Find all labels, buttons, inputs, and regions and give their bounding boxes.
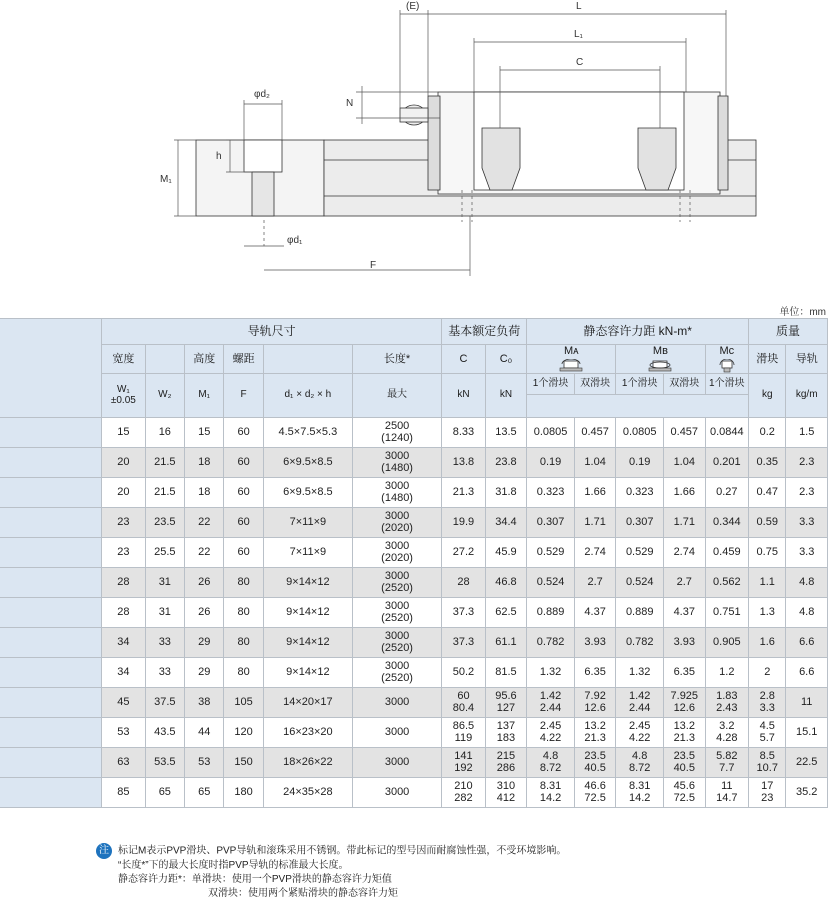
- cell-w1: 53: [102, 717, 146, 747]
- cell-mb2: 6.35: [664, 657, 705, 687]
- header-ma-single: 1个滑块: [527, 373, 575, 394]
- cell-mb2: 3.93: [664, 627, 705, 657]
- header-length: 长度*: [352, 345, 441, 374]
- cell-c0: 61.1: [485, 627, 526, 657]
- cell-c: 13.8: [442, 447, 486, 477]
- header-ma-double: 双滑块: [574, 373, 615, 394]
- cell-kgm: 3.3: [786, 537, 828, 567]
- cell-f: 60: [224, 477, 263, 507]
- cell-ma1: 0.529: [527, 537, 575, 567]
- cell-mb2: 2.7: [664, 567, 705, 597]
- cell-w2: 37.5: [145, 687, 184, 717]
- cell-kgm: 6.6: [786, 657, 828, 687]
- group-static-moment: 静态容许力距 kN-m*: [527, 319, 749, 345]
- cell-kgm: 35.2: [786, 777, 828, 807]
- cell-f: 120: [224, 717, 263, 747]
- table-row: [0, 747, 828, 777]
- cell-m1: 26: [185, 597, 224, 627]
- cell-len: 3000: [352, 777, 441, 807]
- cell-w2: 31: [145, 597, 184, 627]
- cell-kg: 8.5 10.7: [749, 747, 786, 777]
- note-text-1: 标记M表示PVP滑块、PVP导轨和滚珠采用不锈钢。带此标记的型号因而耐腐蚀性强，不受环境影响。: [118, 845, 567, 857]
- cell-f: 60: [224, 537, 263, 567]
- cell-f: 60: [224, 447, 263, 477]
- cell-w2: 21.5: [145, 447, 184, 477]
- label-f: F: [370, 260, 377, 271]
- header-c: C: [442, 345, 486, 374]
- cell-ma2: 46.6 72.5: [574, 777, 615, 807]
- header-width: 宽度: [102, 345, 146, 374]
- cell-d: 7×11×9: [263, 537, 352, 567]
- cell-c0: 31.8: [485, 477, 526, 507]
- cell-m1: 22: [185, 507, 224, 537]
- cell-kgm: 1.5: [786, 417, 828, 447]
- cell-mb1: 1.32: [616, 657, 664, 687]
- bolt-hole: [252, 172, 274, 216]
- cell-w2: 33: [145, 657, 184, 687]
- row-side-cell: [0, 687, 102, 717]
- cell-f: 60: [224, 507, 263, 537]
- cell-d: 9×14×12: [263, 657, 352, 687]
- cell-mb2: 4.37: [664, 597, 705, 627]
- cell-kgm: 11: [786, 687, 828, 717]
- cell-ma1: 0.19: [527, 447, 575, 477]
- cell-ma2: 2.7: [574, 567, 615, 597]
- cell-mb2: 45.6 72.5: [664, 777, 705, 807]
- header-m1: M₁: [185, 373, 224, 417]
- header-c0-unit: kN: [485, 373, 526, 417]
- cell-f: 180: [224, 777, 263, 807]
- cell-mb1: 0.0805: [616, 417, 664, 447]
- header-d: d₁ × d₂ × h: [263, 373, 352, 417]
- cell-len: 3000: [352, 747, 441, 777]
- cell-c: 86.5 119: [442, 717, 486, 747]
- cell-kg: 1.3: [749, 597, 786, 627]
- cell-m1: 29: [185, 627, 224, 657]
- cell-c0: 137 183: [485, 717, 526, 747]
- cell-ma2: 0.457: [574, 417, 615, 447]
- row-side-cell: [0, 717, 102, 747]
- row-side-cell: [0, 507, 102, 537]
- cell-ma1: 4.8 8.72: [527, 747, 575, 777]
- cell-kg: 4.5 5.7: [749, 717, 786, 747]
- label-d1: φd₁: [287, 235, 303, 246]
- cell-c0: 215 286: [485, 747, 526, 777]
- cell-mc: 0.344: [705, 507, 749, 537]
- note-line-2: “长度*”下的最大长度时指PVP导轨的标准最大长度。: [118, 860, 349, 871]
- label-m1: M₁: [160, 174, 172, 185]
- row-side-cell: [0, 447, 102, 477]
- group-rail-dims: 导轨尺寸: [102, 319, 442, 345]
- table-side-header: [0, 319, 102, 418]
- mb-moment-icon: [647, 359, 673, 373]
- cell-c: 21.3: [442, 477, 486, 507]
- cell-mb1: 0.524: [616, 567, 664, 597]
- cell-kgm: 6.6: [786, 627, 828, 657]
- cell-mb1: 8.31 14.2: [616, 777, 664, 807]
- cell-kg: 2.8 3.3: [749, 687, 786, 717]
- row-side-cell: [0, 417, 102, 447]
- header-ma: Mᴀ: [527, 345, 616, 374]
- cell-kg: 17 23: [749, 777, 786, 807]
- table-row: [0, 687, 828, 717]
- row-side-cell: [0, 537, 102, 567]
- table-row: [0, 417, 828, 447]
- cell-m1: 29: [185, 657, 224, 687]
- label-c: C: [576, 57, 584, 68]
- cell-w1: 15: [102, 417, 146, 447]
- cell-kg: 0.75: [749, 537, 786, 567]
- cell-kgm: 22.5: [786, 747, 828, 777]
- cell-c: 28: [442, 567, 486, 597]
- row-side-cell: [0, 627, 102, 657]
- notes: [96, 843, 566, 901]
- cell-m1: 15: [185, 417, 224, 447]
- cell-w1: 23: [102, 537, 146, 567]
- label-e: (E): [406, 1, 420, 12]
- table-row: [0, 627, 828, 657]
- cell-w2: 21.5: [145, 477, 184, 507]
- cell-mb2: 1.04: [664, 447, 705, 477]
- label-h: h: [216, 151, 222, 162]
- header-height: 高度: [185, 345, 224, 374]
- cell-w2: 33: [145, 627, 184, 657]
- table-row: [0, 717, 828, 747]
- cell-w1: 28: [102, 597, 146, 627]
- cell-c: 37.3: [442, 627, 486, 657]
- cell-mc: 0.459: [705, 537, 749, 567]
- cell-d: 14×20×17: [263, 687, 352, 717]
- cell-len: 3000: [352, 687, 441, 717]
- cell-f: 80: [224, 597, 263, 627]
- cell-len: 3000 (2520): [352, 567, 441, 597]
- cell-d: 4.5×7.5×5.3: [263, 417, 352, 447]
- header-blank-w2: [145, 345, 184, 374]
- cell-w2: 43.5: [145, 717, 184, 747]
- cell-ma1: 1.42 2.44: [527, 687, 575, 717]
- cell-d: 24×35×28: [263, 777, 352, 807]
- cell-ma2: 2.74: [574, 537, 615, 567]
- cell-w1: 34: [102, 627, 146, 657]
- cell-kg: 1.6: [749, 627, 786, 657]
- end-seal: [428, 96, 440, 190]
- cell-c: 19.9: [442, 507, 486, 537]
- cell-c0: 34.4: [485, 507, 526, 537]
- cell-ma1: 0.782: [527, 627, 575, 657]
- cell-c0: 62.5: [485, 597, 526, 627]
- cell-mb1: 0.19: [616, 447, 664, 477]
- cell-m1: 22: [185, 537, 224, 567]
- cell-mb2: 23.5 40.5: [664, 747, 705, 777]
- cell-d: 9×14×12: [263, 597, 352, 627]
- cell-mc: 5.82 7.7: [705, 747, 749, 777]
- cell-c: 27.2: [442, 537, 486, 567]
- cell-ma1: 0.0805: [527, 417, 575, 447]
- cell-ma2: 1.66: [574, 477, 615, 507]
- cell-m1: 26: [185, 567, 224, 597]
- cell-m1: 53: [185, 747, 224, 777]
- cell-m1: 65: [185, 777, 224, 807]
- cell-kg: 2: [749, 657, 786, 687]
- label-l: L: [576, 1, 582, 12]
- cell-len: 3000: [352, 717, 441, 747]
- cell-ma1: 1.32: [527, 657, 575, 687]
- group-basic-load: 基本额定负荷: [442, 319, 527, 345]
- cell-d: 18×26×22: [263, 747, 352, 777]
- cell-m1: 18: [185, 477, 224, 507]
- cell-m1: 18: [185, 447, 224, 477]
- cell-ma1: 0.889: [527, 597, 575, 627]
- cell-c: 37.3: [442, 597, 486, 627]
- cell-m1: 38: [185, 687, 224, 717]
- cell-kgm: 3.3: [786, 507, 828, 537]
- cell-c: 50.2: [442, 657, 486, 687]
- table-row: [0, 567, 828, 597]
- counterbore: [244, 140, 282, 172]
- cell-ma2: 1.04: [574, 447, 615, 477]
- cell-len: 3000 (2520): [352, 657, 441, 687]
- cell-ma2: 1.71: [574, 507, 615, 537]
- row-side-cell: [0, 777, 102, 807]
- cell-mc: 0.0844: [705, 417, 749, 447]
- cell-w2: 23.5: [145, 507, 184, 537]
- cell-mb1: 2.45 4.22: [616, 717, 664, 747]
- header-mb-single: 1个滑块: [616, 373, 664, 394]
- header-c-unit: kN: [442, 373, 486, 417]
- cell-mb1: 0.307: [616, 507, 664, 537]
- header-mc: Mᴄ: [705, 345, 749, 374]
- cell-w2: 25.5: [145, 537, 184, 567]
- note-icon: 注: [96, 843, 112, 859]
- cell-d: 16×23×20: [263, 717, 352, 747]
- unit-label: 单位：mm: [779, 307, 826, 318]
- cell-len: 3000 (1480): [352, 477, 441, 507]
- note-line-4: 双滑块：使用两个紧贴滑块的静态容许力矩: [208, 888, 398, 899]
- technical-drawing: [0, 0, 840, 300]
- cell-len: 3000 (2520): [352, 627, 441, 657]
- cell-f: 80: [224, 567, 263, 597]
- cell-kgm: 2.3: [786, 477, 828, 507]
- cell-mb2: 13.2 21.3: [664, 717, 705, 747]
- cell-w2: 53.5: [145, 747, 184, 777]
- cell-w1: 20: [102, 477, 146, 507]
- tap-hole-left: [482, 128, 520, 190]
- cell-len: 3000 (2520): [352, 597, 441, 627]
- cell-mb1: 1.42 2.44: [616, 687, 664, 717]
- header-max: 最大: [352, 373, 441, 417]
- cell-ma1: 0.524: [527, 567, 575, 597]
- cell-w2: 16: [145, 417, 184, 447]
- label-l1: L₁: [574, 29, 583, 40]
- table-row: [0, 477, 828, 507]
- cell-mc: 11 14.7: [705, 777, 749, 807]
- cell-mc: 0.905: [705, 627, 749, 657]
- cell-m1: 44: [185, 717, 224, 747]
- group-mass: 质量: [749, 319, 828, 345]
- cell-d: 7×11×9: [263, 507, 352, 537]
- cell-w1: 28: [102, 567, 146, 597]
- cell-ma2: 3.93: [574, 627, 615, 657]
- cell-kg: 0.59: [749, 507, 786, 537]
- cell-ma1: 0.323: [527, 477, 575, 507]
- cell-kgm: 15.1: [786, 717, 828, 747]
- row-side-cell: [0, 657, 102, 687]
- cell-d: 9×14×12: [263, 627, 352, 657]
- cell-kg: 0.2: [749, 417, 786, 447]
- cell-f: 150: [224, 747, 263, 777]
- cell-c: 60 80.4: [442, 687, 486, 717]
- header-block-spacer: [527, 394, 749, 417]
- cell-w1: 23: [102, 507, 146, 537]
- cell-c0: 310 412: [485, 777, 526, 807]
- note-line-3: 静态容许力距*：单滑块：使用一个PVP滑块的静态容许力矩值: [118, 874, 392, 885]
- cell-ma1: 2.45 4.22: [527, 717, 575, 747]
- cell-d: 9×14×12: [263, 567, 352, 597]
- header-rail: 导轨: [786, 345, 828, 374]
- cell-c: 8.33: [442, 417, 486, 447]
- cell-mb2: 7.925 12.6: [664, 687, 705, 717]
- table-row: [0, 777, 828, 807]
- cell-ma2: 13.2 21.3: [574, 717, 615, 747]
- cell-kg: 0.47: [749, 477, 786, 507]
- cell-kgm: 4.8: [786, 597, 828, 627]
- cell-ma1: 0.307: [527, 507, 575, 537]
- header-blank-d: [263, 345, 352, 374]
- cell-c: 210 282: [442, 777, 486, 807]
- cell-c0: 81.5: [485, 657, 526, 687]
- cell-len: 3000 (1480): [352, 447, 441, 477]
- cell-mc: 3.2 4.28: [705, 717, 749, 747]
- cell-mc: 0.562: [705, 567, 749, 597]
- spec-table-body: [0, 417, 828, 807]
- cell-c0: 45.9: [485, 537, 526, 567]
- tap-hole-right: [638, 128, 676, 190]
- header-block: 滑块: [749, 345, 786, 374]
- cell-mc: 0.27: [705, 477, 749, 507]
- cell-ma2: 4.37: [574, 597, 615, 627]
- header-w1: W₁ ±0.05: [102, 373, 146, 417]
- cell-f: 105: [224, 687, 263, 717]
- cell-w2: 65: [145, 777, 184, 807]
- cell-kgm: 2.3: [786, 447, 828, 477]
- cell-mb1: 0.782: [616, 627, 664, 657]
- cell-mc: 0.751: [705, 597, 749, 627]
- cell-mb1: 0.889: [616, 597, 664, 627]
- row-side-cell: [0, 477, 102, 507]
- table-row: [0, 537, 828, 567]
- row-side-cell: [0, 567, 102, 597]
- header-pitch: 螺距: [224, 345, 263, 374]
- cell-ma2: 7.92 12.6: [574, 687, 615, 717]
- table-row: [0, 657, 828, 687]
- cell-w1: 34: [102, 657, 146, 687]
- row-side-cell: [0, 597, 102, 627]
- table-row: [0, 507, 828, 537]
- cell-w1: 20: [102, 447, 146, 477]
- header-mc-single: 1个滑块: [705, 373, 749, 394]
- table-row: [0, 597, 828, 627]
- label-d2: φd₂: [254, 89, 270, 100]
- end-seal-right: [718, 96, 728, 190]
- spec-table: [0, 318, 828, 808]
- cell-len: 3000 (2020): [352, 507, 441, 537]
- cell-c0: 23.8: [485, 447, 526, 477]
- cell-mb1: 0.323: [616, 477, 664, 507]
- cell-c0: 95.6 127: [485, 687, 526, 717]
- header-mb-double: 双滑块: [664, 373, 705, 394]
- cell-f: 60: [224, 417, 263, 447]
- cell-d: 6×9.5×8.5: [263, 447, 352, 477]
- mc-moment-icon: [718, 359, 736, 373]
- cell-mc: 1.2: [705, 657, 749, 687]
- cell-kg: 1.1: [749, 567, 786, 597]
- cell-len: 2500 (1240): [352, 417, 441, 447]
- cell-mb2: 1.71: [664, 507, 705, 537]
- note-line-1: [96, 843, 566, 859]
- cell-ma2: 23.5 40.5: [574, 747, 615, 777]
- cell-mc: 1.83 2.43: [705, 687, 749, 717]
- cell-mb2: 1.66: [664, 477, 705, 507]
- header-kgm: kg/m: [786, 373, 828, 417]
- label-n: N: [346, 98, 354, 109]
- cell-w2: 31: [145, 567, 184, 597]
- cell-kgm: 4.8: [786, 567, 828, 597]
- cell-w1: 45: [102, 687, 146, 717]
- cell-mb2: 0.457: [664, 417, 705, 447]
- cell-d: 6×9.5×8.5: [263, 477, 352, 507]
- cell-mb1: 0.529: [616, 537, 664, 567]
- cell-mb1: 4.8 8.72: [616, 747, 664, 777]
- header-kg: kg: [749, 373, 786, 417]
- cell-mb2: 2.74: [664, 537, 705, 567]
- cell-f: 80: [224, 627, 263, 657]
- cell-kg: 0.35: [749, 447, 786, 477]
- cell-w1: 63: [102, 747, 146, 777]
- header-mb: Mʙ: [616, 345, 705, 374]
- cell-c: 141 192: [442, 747, 486, 777]
- row-side-cell: [0, 747, 102, 777]
- cell-len: 3000 (2020): [352, 537, 441, 567]
- cell-mc: 0.201: [705, 447, 749, 477]
- cell-ma1: 8.31 14.2: [527, 777, 575, 807]
- cell-c0: 46.8: [485, 567, 526, 597]
- ma-moment-icon: [558, 359, 584, 373]
- cell-w1: 85: [102, 777, 146, 807]
- cell-f: 80: [224, 657, 263, 687]
- cell-c0: 13.5: [485, 417, 526, 447]
- header-w2: W₂: [145, 373, 184, 417]
- cell-ma2: 6.35: [574, 657, 615, 687]
- table-row: [0, 447, 828, 477]
- header-f: F: [224, 373, 263, 417]
- header-c0: C₀: [485, 345, 526, 374]
